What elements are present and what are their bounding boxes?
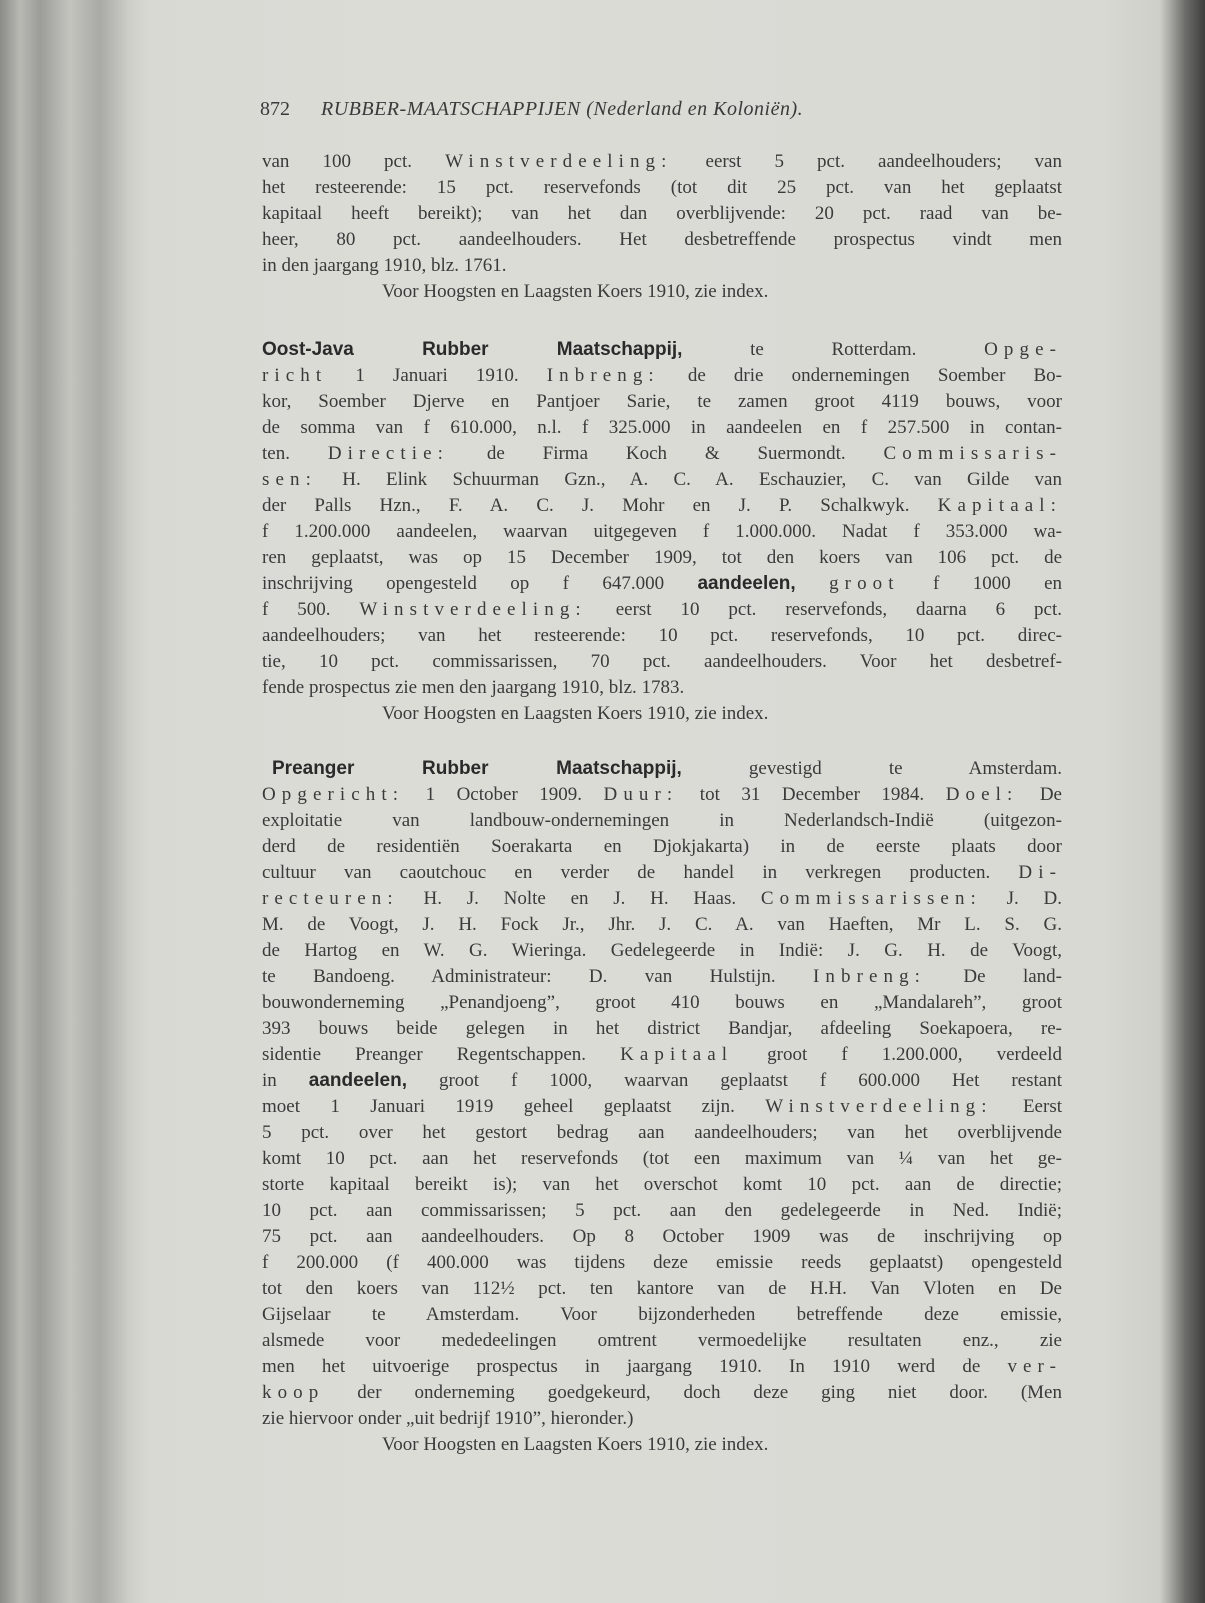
text-run: 1 Januari 1910.: [327, 365, 547, 386]
text-run: tot 31 December 1984.: [678, 784, 946, 805]
text-run: storte kapitaal bereikt is); van het overschot komt 10 pct. aan de directie;: [262, 1174, 1062, 1195]
spaced-label-text: Opgericht:: [262, 784, 405, 805]
text-run: Eerst: [992, 1096, 1062, 1117]
text-line: [262, 519, 1062, 545]
text-run: [796, 573, 829, 594]
text-run: exploitatie van landbouw-ondernemingen in Nederlandsch-Indië (uitgezon-: [262, 810, 1062, 831]
text-run: zie hiervoor onder „uit bedrijf 1910”, hieronder.): [262, 1408, 634, 1429]
text-run: te Bandoeng. Administrateur: D. van Hulstijn.: [262, 966, 813, 987]
text-line: [262, 964, 1062, 990]
text-line: [262, 227, 1062, 253]
section-preanger-rubber: [262, 756, 1062, 1458]
text-run: J. D.: [981, 888, 1062, 909]
spaced-label-text: ver-: [1007, 1356, 1062, 1377]
text-run: 75 pct. aan aandeelhouders. Op 8 October 1909 was de inschrijving op: [262, 1226, 1062, 1247]
spaced-label-text: koop: [262, 1382, 325, 1403]
spaced-label-text: Di-: [1018, 862, 1062, 883]
text-run: f 200.000 (f 400.000 was tijdens deze emissie reeds geplaatst) opengesteld: [262, 1252, 1062, 1273]
text-run: de Hartog en W. G. Wieringa. Gedelegeerde in Indië: J. G. H. de Voogt,: [262, 940, 1062, 961]
text-run: sidentie Preanger Regentschappen.: [262, 1044, 621, 1065]
text-run: gevestigd te Amsterdam.: [681, 758, 1062, 779]
text-run: inschrijving opengesteld op f 647.000: [262, 573, 698, 594]
spaced-label-text: Opge-: [984, 339, 1062, 360]
running-header: [260, 98, 803, 121]
text-run: heer, 80 pct. aandeelhouders. Het desbetreffende prospectus vindt men: [262, 229, 1062, 250]
text-run: ren geplaatst, was op 15 December 1909, tot den koers van 106 pct. de: [262, 547, 1062, 568]
text-run: Voor Hoogsten en Laagsten Koers 1910, zie index.: [382, 703, 769, 724]
text-run: de Firma Koch & Suermondt.: [449, 443, 884, 464]
text-line: [262, 938, 1062, 964]
text-line: [262, 175, 1062, 201]
text-run: tot den koers van 112½ pct. ten kantore van de H.H. Van Vloten en De: [262, 1278, 1062, 1299]
bold-heading-text: aandeelen,: [697, 573, 796, 594]
text-line: [262, 149, 1062, 175]
text-line: [262, 1432, 1062, 1458]
text-line: [262, 1068, 1062, 1094]
text-run: De: [1018, 784, 1062, 805]
spaced-label-text: richt: [262, 365, 328, 386]
page-number: 872: [260, 98, 290, 120]
text-line: [262, 756, 1062, 782]
text-line: [262, 990, 1062, 1016]
text-line: [262, 1276, 1062, 1302]
text-run: kapitaal heeft bereikt); van het dan overblijvende: 20 pct. raad van be-: [262, 203, 1062, 224]
text-line: [262, 1354, 1062, 1380]
bold-heading-text: aandeelen,: [308, 1070, 407, 1091]
text-run: de drie ondernemingen Soember Bo-: [659, 365, 1062, 386]
text-line: [262, 1042, 1062, 1068]
text-line: [262, 597, 1062, 623]
text-run: f 1.200.000 aandeelen, waarvan uitgegeven f 1.000.000. Nadat f 353.000 wa-: [262, 521, 1062, 542]
text-run: te Rotterdam.: [682, 339, 985, 360]
text-run: De land-: [926, 966, 1062, 987]
text-run: der Palls Hzn., F. A. C. J. Mohr en J. P. Schalkwyk.: [262, 495, 938, 516]
text-line: [262, 1302, 1062, 1328]
text-line: [262, 1172, 1062, 1198]
text-line: [262, 886, 1062, 912]
text-line: [262, 201, 1062, 227]
text-line: [262, 1016, 1062, 1042]
text-run: ten.: [262, 443, 328, 464]
text-line: [262, 1198, 1062, 1224]
spaced-label-text: recteuren:: [262, 888, 399, 909]
text-run: tie, 10 pct. commissarissen, 70 pct. aandeelhouders. Voor het desbetref-: [262, 651, 1062, 672]
text-run: f 1000 en: [899, 573, 1062, 594]
text-line: [262, 363, 1062, 389]
text-run: 5 pct. over het gestort bedrag aan aandeelhouders; van het overblijvende: [262, 1122, 1062, 1143]
text-line: [262, 860, 1062, 886]
text-line: [262, 912, 1062, 938]
text-run: eerst 5 pct. aandeelhouders; van: [672, 151, 1062, 172]
spaced-label-text: Inbreng:: [813, 966, 927, 987]
section-continued-entry: [262, 149, 1062, 305]
text-line: [262, 1328, 1062, 1354]
spaced-label-text: sen:: [262, 469, 317, 490]
text-run: in: [262, 1070, 309, 1091]
text-line: [262, 675, 1062, 701]
text-line: [262, 649, 1062, 675]
text-run: van 100 pct.: [262, 151, 446, 172]
text-run: der onderneming goedgekeurd, doch deze ging niet door. (Men: [324, 1382, 1062, 1403]
spaced-label-text: Commissarissen:: [760, 888, 982, 909]
text-run: 1 October 1909.: [404, 784, 604, 805]
text-line: [262, 389, 1062, 415]
bold-heading-text: Preanger Rubber Maatschappij,: [272, 758, 682, 779]
text-run: Voor Hoogsten en Laagsten Koers 1910, zie index.: [382, 281, 769, 302]
text-run: f 500.: [262, 599, 360, 620]
header-title: RUBBER-MAATSCHAPPIJEN (Nederland en Koloniën).: [321, 98, 804, 120]
spaced-label-text: Commissaris-: [883, 443, 1062, 464]
text-line: [262, 1224, 1062, 1250]
text-run: moet 1 Januari 1919 geheel geplaatst zijn.: [262, 1096, 766, 1117]
text-run: H. Elink Schuurman Gzn., A. C. A. Eschauzier, C. van Gilde van: [316, 469, 1062, 490]
text-line: [262, 571, 1062, 597]
text-run: derd de residentiën Soerakarta en Djokjakarta) in de eerste plaats door: [262, 836, 1062, 857]
text-line: [262, 834, 1062, 860]
text-run: M. de Voogt, J. H. Fock Jr., Jhr. J. C. A. van Haeften, Mr L. S. G.: [262, 914, 1062, 935]
spaced-label-text: Kapitaal:: [937, 495, 1062, 516]
text-run: de somma van f 610.000, n.l. f 325.000 in aandeelen en f 257.500 in contan-: [262, 417, 1062, 438]
text-line: [262, 279, 1062, 305]
text-run: kor, Soember Djerve en Pantjoer Sarie, te zamen groot 4119 bouws, voor: [262, 391, 1062, 412]
text-line: [262, 415, 1062, 441]
spaced-label-text: Directie:: [327, 443, 449, 464]
text-run: cultuur van caoutchouc en verder de handel in verkregen producten.: [262, 862, 1019, 883]
text-line: [262, 1380, 1062, 1406]
text-run: alsmede voor mededeelingen omtrent vermoedelijke resultaten enz., zie: [262, 1330, 1062, 1351]
spaced-label-text: Duur:: [603, 784, 679, 805]
text-run: 393 bouws beide gelegen in het district Bandjar, afdeeling Soekapoera, re-: [262, 1018, 1062, 1039]
text-run: groot f 1.200.000, verdeeld: [733, 1044, 1062, 1065]
text-run: 10 pct. aan commissarissen; 5 pct. aan den gedelegeerde in Ned. Indië;: [262, 1200, 1062, 1221]
text-line: [262, 1250, 1062, 1276]
text-run: in den jaargang 1910, blz. 1761.: [262, 255, 507, 276]
spaced-label-text: groot: [829, 573, 900, 594]
spaced-label-text: Kapitaal: [620, 1044, 734, 1065]
text-run: Voor Hoogsten en Laagsten Koers 1910, zie index.: [382, 1434, 769, 1455]
text-line: [262, 1094, 1062, 1120]
spaced-label-text: Winstverdeeling:: [359, 599, 587, 620]
text-line: [262, 337, 1062, 363]
text-line: [262, 623, 1062, 649]
text-line: [262, 1120, 1062, 1146]
text-line: [262, 1406, 1062, 1432]
text-run: komt 10 pct. aan het reservefonds (tot een maximum van ¼ van het ge-: [262, 1148, 1062, 1169]
text-line: [262, 782, 1062, 808]
text-run: Gijselaar te Amsterdam. Voor bijzonderheden betreffende deze emissie,: [262, 1304, 1062, 1325]
text-line: [262, 808, 1062, 834]
spaced-label-text: Inbreng:: [546, 365, 660, 386]
spaced-label-text: Winstverdeeling:: [765, 1096, 993, 1117]
text-line: [262, 493, 1062, 519]
text-line: [262, 253, 1062, 279]
text-line: [262, 467, 1062, 493]
text-run: het resteerende: 15 pct. reservefonds (tot dit 25 pct. van het geplaatst: [262, 177, 1062, 198]
text-run: eerst 10 pct. reservefonds, daarna 6 pct.: [586, 599, 1062, 620]
text-run: fende prospectus zie men den jaargang 1910, blz. 1783.: [262, 677, 685, 698]
text-line: [262, 701, 1062, 727]
text-run: H. J. Nolte en J. H. Haas.: [398, 888, 761, 909]
text-run: aandeelhouders; van het resteerende: 10 pct. reservefonds, 10 pct. direc-: [262, 625, 1062, 646]
text-line: [262, 441, 1062, 467]
text-line: [262, 545, 1062, 571]
text-run: bouwonderneming „Penandjoeng”, groot 410 bouws en „Mandalareh”, groot: [262, 992, 1062, 1013]
text-run: groot f 1000, waarvan geplaatst f 600.000 Het restant: [406, 1070, 1063, 1091]
spaced-label-text: Winstverdeeling:: [445, 151, 673, 172]
text-line: [262, 1146, 1062, 1172]
spaced-label-text: Doel:: [945, 784, 1019, 805]
bold-heading-text: Oost-Java Rubber Maatschappij,: [262, 339, 683, 360]
text-run: men het uitvoerige prospectus in jaargang 1910. In 1910 werd de: [262, 1356, 1008, 1377]
section-oost-java-rubber: [262, 337, 1062, 727]
